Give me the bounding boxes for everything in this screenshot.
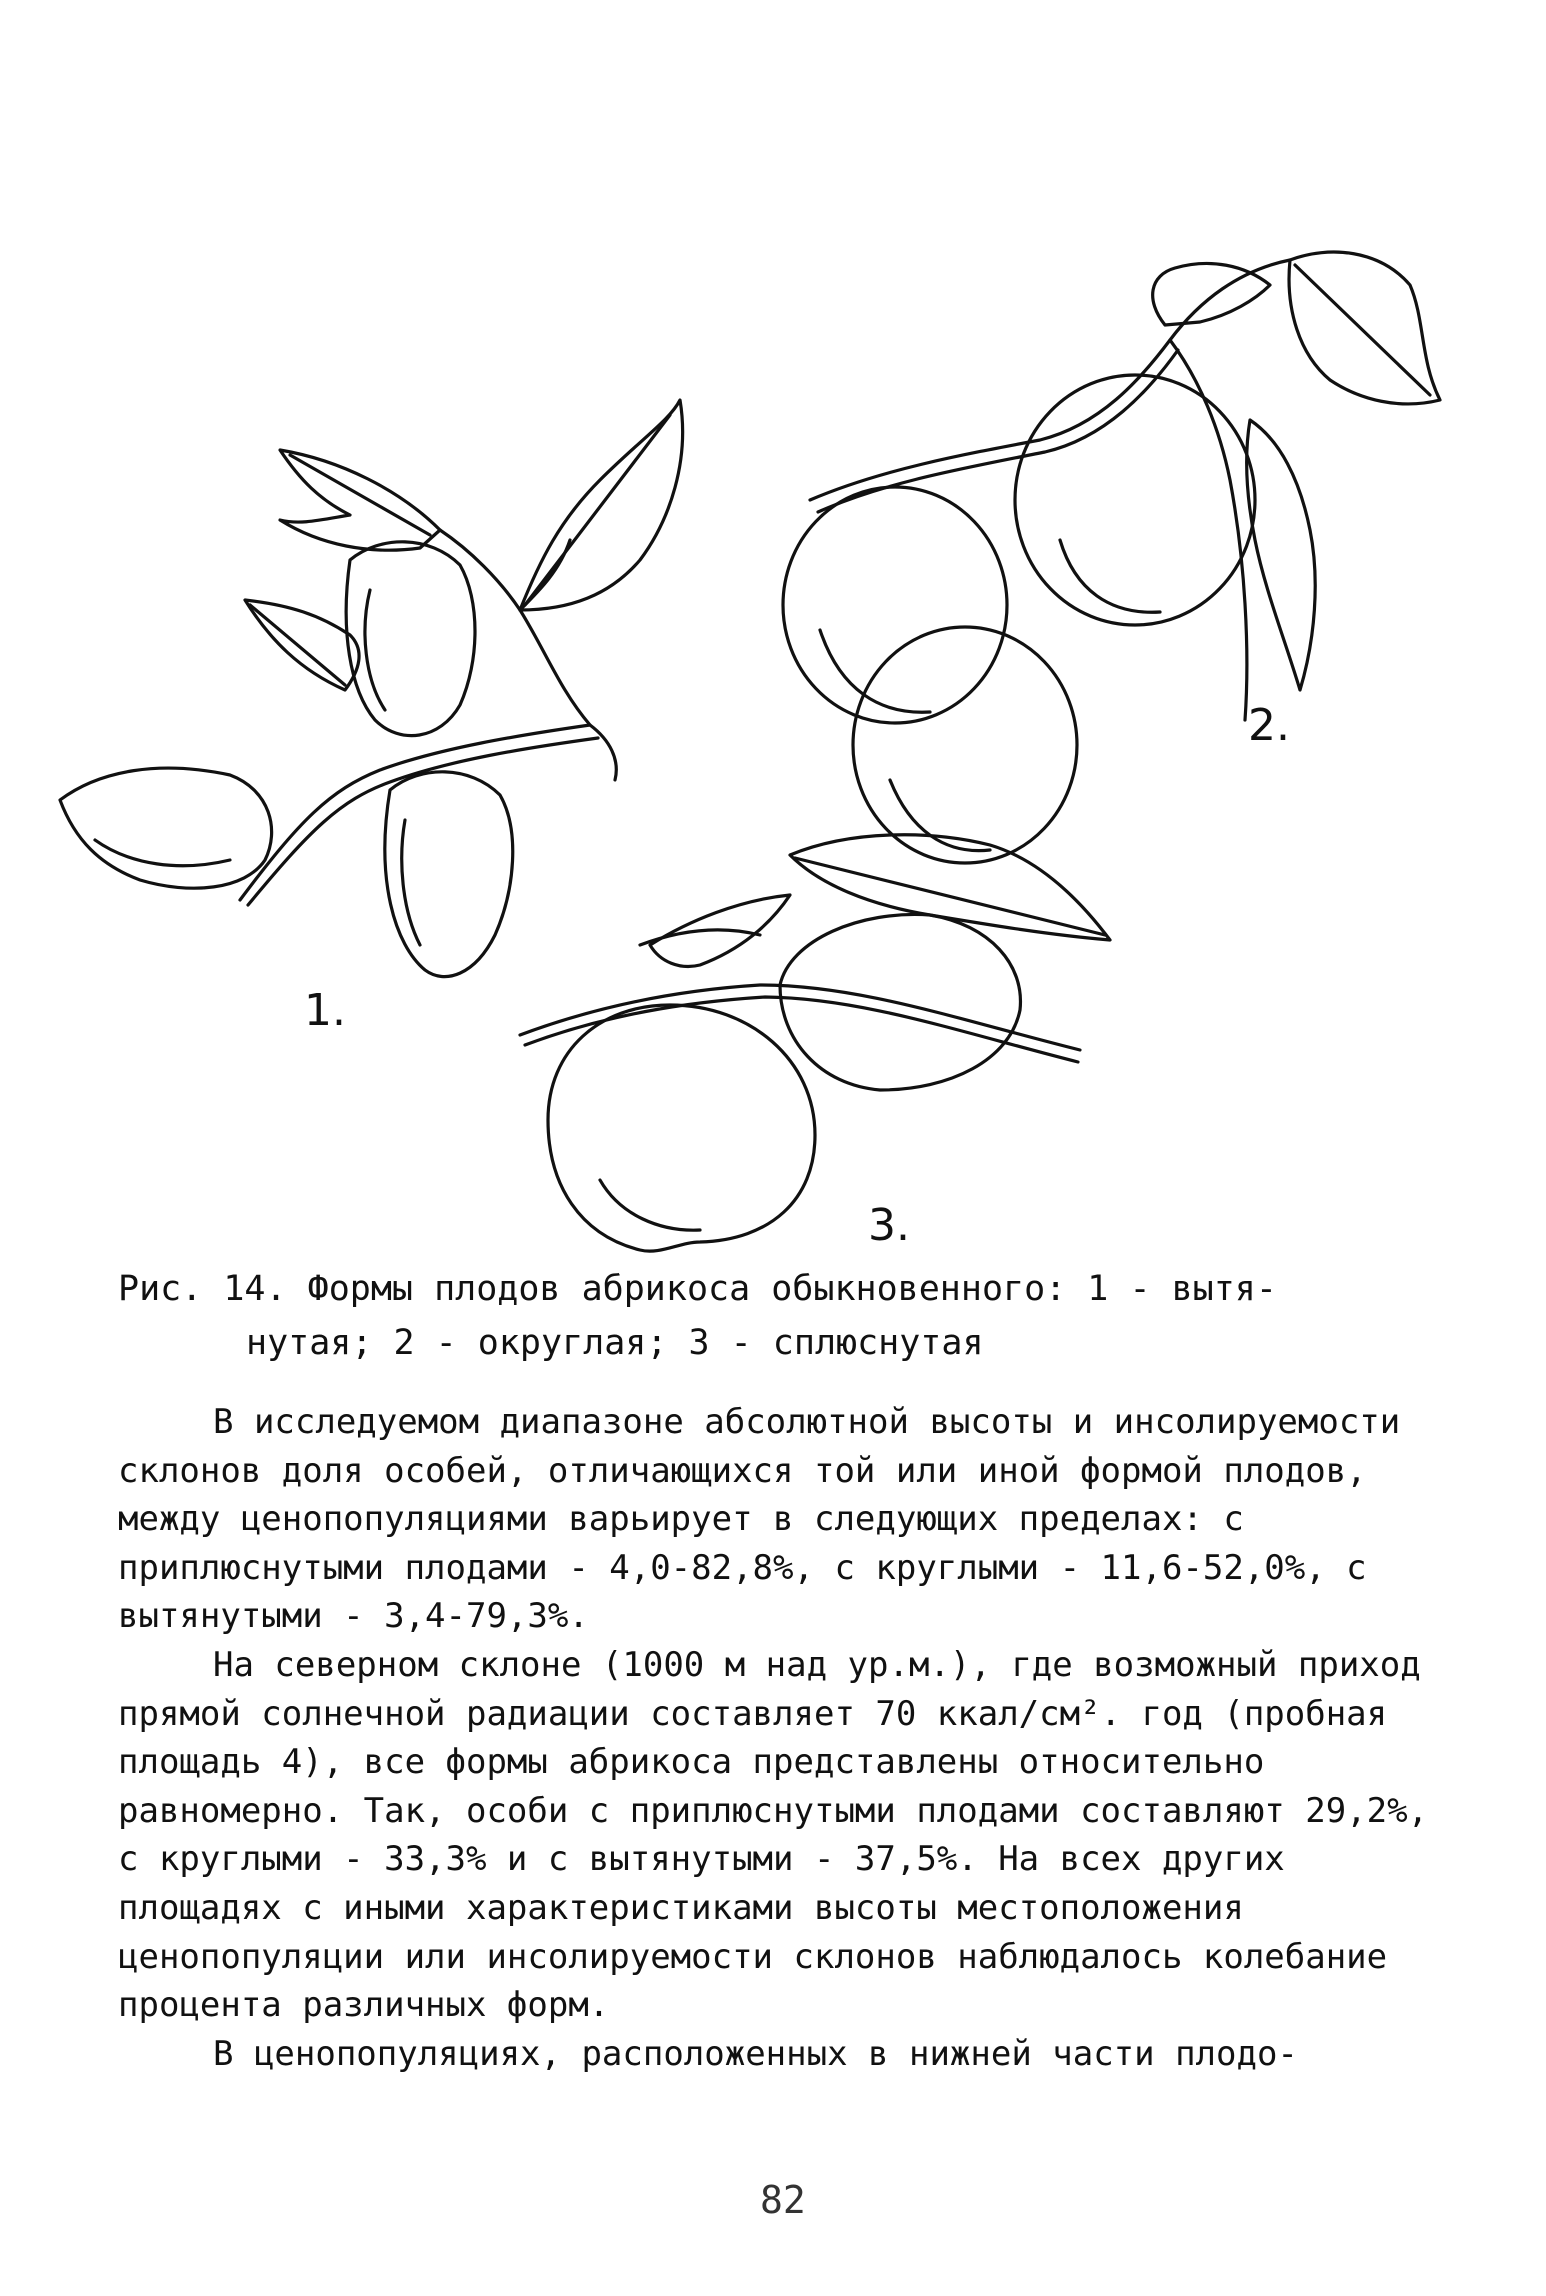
branch-2-leaf-top — [1153, 263, 1270, 325]
branch-3-fruit-front — [548, 1005, 815, 1251]
branch-2-fruit-left — [783, 487, 1007, 723]
caption-line-2: нутая; 2 - округлая; 3 - сплюснутая — [246, 1323, 984, 1363]
branch-2-twig — [810, 260, 1290, 500]
page-number: 82 — [760, 2178, 806, 2222]
paragraph-1: В исследуемом диапазоне абсолютной высоты и инсолируемости склонов доля особей, отличающихся той или иной формой плодов, между ценопопуляциями варьирует в следующих пределах: с приплюснутыми плодами - 4,0-82,8%, с круглыми - 11,6-52,0%, с вытянутыми - 3,4-79,3%. — [118, 1402, 1401, 1637]
branch-2-fruit-right — [1015, 375, 1255, 625]
figure-label-3: 3. — [868, 1200, 910, 1251]
figure-caption — [118, 1262, 1458, 1370]
caption-line-1: Рис. 14. Формы плодов абрикоса обыкновенного: 1 - вытя- — [118, 1269, 1277, 1309]
branch-2-fruit-middle — [853, 627, 1077, 863]
paragraph-3: В ценопопуляциях, расположенных в нижней части плодо- — [213, 2033, 1298, 2074]
branch-3-flattened — [520, 835, 1110, 1251]
figure-label-2: 2. — [1248, 700, 1290, 751]
paragraph-2: На северном склоне (1000 м над ур.м.), где возможный приход прямой солнечной радиации составляет 70 ккал/см². год (пробная площадь 4), все формы абрикоса представлены относительно равномерно. Так, особи с приплюснутыми плодами составляют 29,2%, с круглыми - 33,3% и с вытянутыми - 37,5%. На всех других площадях с иными характеристиками высоты местоположения ценопопуляции или инсолируемости склонов наблюдалось колебание процента различных форм. — [118, 1644, 1429, 2026]
figure-label-1: 1. — [304, 985, 346, 1036]
branch-1-elongated — [60, 400, 683, 977]
branch-2-leaf-lower — [1247, 420, 1315, 690]
branch-1-fruit-left — [60, 768, 272, 888]
branch-1-leaf-top-left — [280, 450, 440, 550]
branch-1-fruit-bottom — [385, 772, 513, 977]
branch-2-rounded — [783, 252, 1440, 863]
branch-1-twig — [240, 530, 590, 900]
body-text — [118, 1398, 1468, 2078]
